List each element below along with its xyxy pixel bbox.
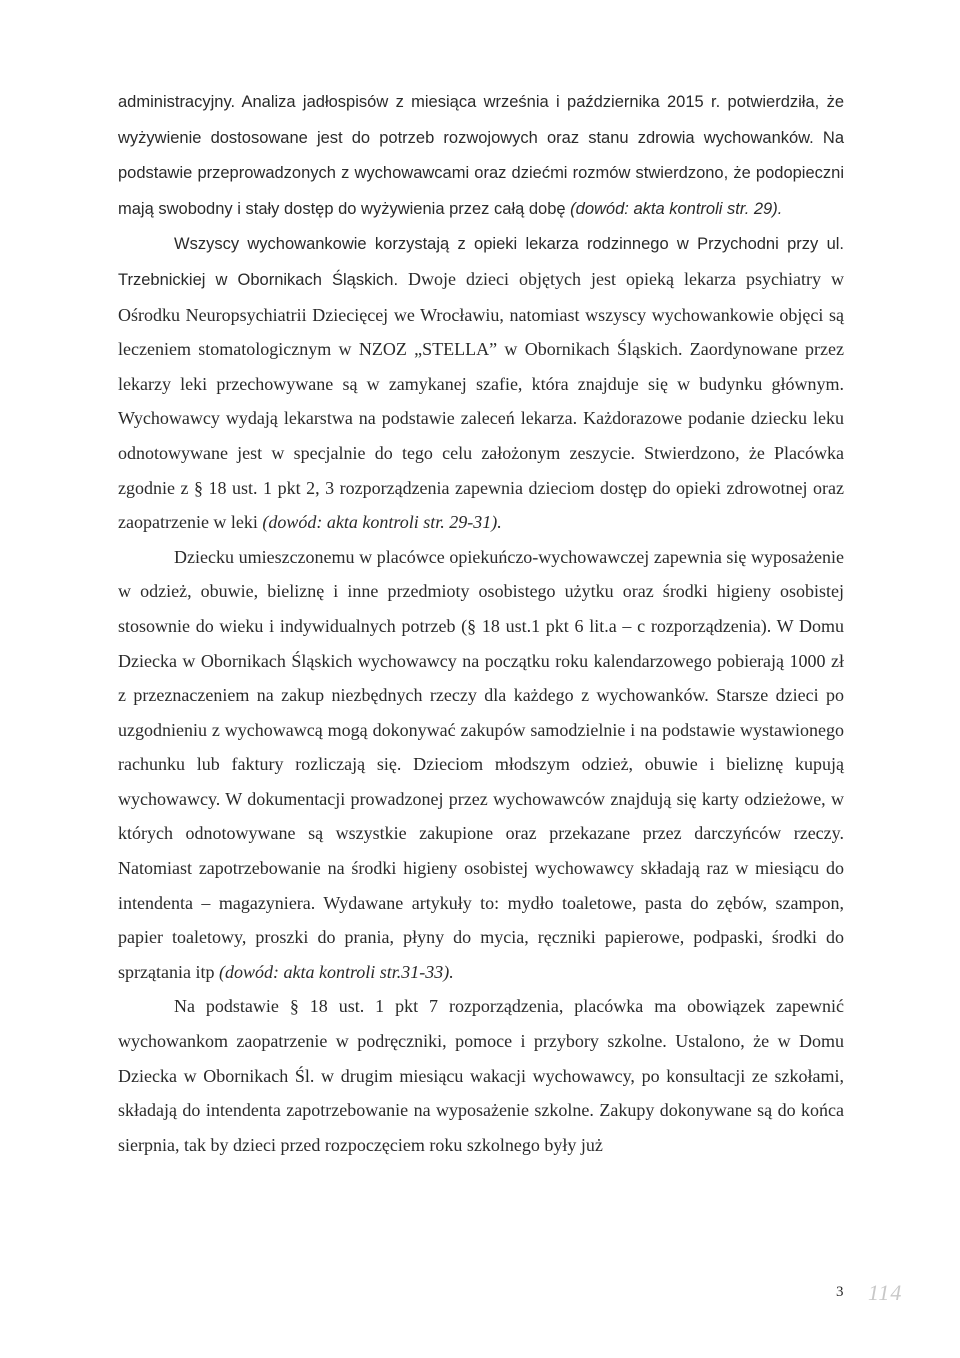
paragraph-school-supplies-text: Na podstawie § 18 ust. 1 pkt 7 rozporządzenia, placówka ma obowiązek zapewnić wychowankom zaopatrzenie w podręczniki, pomoce i przybory szkolne. Ustalono, że w Domu Dziecka w Obornikach Śl. w drugim miesiącu wakacji wychowawcy, po konsultacji ze szkołami, składają do intendenta zapotrzebowanie na wyposażenie szkolne. Zakupy dokonywane są do końca sierpnia, tak by dzieci przed rozpoczęciem roku szkolnego były już <box>118 996 844 1155</box>
citation-31-33: (dowód: akta kontroli str.31-33). <box>218 961 454 982</box>
paragraph-healthcare-text: Dwoje dzieci objętych jest opieką lekarza psychiatry w Ośrodku Neuropsychiatrii Dziecięcej we Wrocławiu, natomiast wszyscy wychowankowie objęci są leczeniem stomatologicznym w NZOZ „STELLA” w Obornikach Śląskich. Zaordynowane przez lekarzy leki przechowywane są w zamykanej szafie, która znajduje się w budynku głównym. Wychowawcy wydają lekarstwa na podstawie zaleceń lekarza. Każdorazowe podanie dziecku leku odnotowywane jest w specjalnie do tego celu założonym zeszycie. Stwierdzono, że Placówka zgodnie z § 18 ust. 1 pkt 2, 3 rozporządzenia zapewnia dzieciom dostęp do opieki zdrowotnej oraz zaopatrzenie w leki <box>118 268 844 533</box>
citation-29-31: (dowód: akta kontroli str. 29-31). <box>262 512 502 533</box>
paragraph-clothing <box>118 540 844 990</box>
page-number: 3 <box>836 1284 844 1300</box>
citation-29: (dowód: akta kontroli str. 29). <box>570 199 783 218</box>
paragraph-healthcare <box>118 226 844 539</box>
paragraph-nutrition-text: administracyjny. Analiza jadłospisów z miesiąca września i października 2015 r. potwierdziła, że wyżywienie dostosowane jest do potrzeb rozwojowych oraz stanu zdrowia wychowanków. Na podstawie przeprowadzonych z wychowawcami oraz dziećmi rozmów stwierdzono, że podopieczni mają swobodny i stały dostęp do wyżywienia przez całą dobę <box>118 93 844 218</box>
handwritten-page-mark: 114 <box>868 1280 903 1305</box>
paragraph-clothing-text: Dziecku umieszczonemu w placówce opiekuńczo-wychowawczej zapewnia się wyposażenie w odzież, obuwie, bieliznę i inne przedmioty osobistego użytku oraz środki higieny osobistej stosownie do wieku i indywidualnych potrzeb (§ 18 ust.1 pkt 6 lit.a – c rozporządzenia). W Domu Dziecka w Obornikach Śląskich wychowawcy na początku roku kalendarzowego pobierają 1000 zł z przeznaczeniem na zakup niezbędnych rzeczy dla każdego z wychowanków. Starsze dzieci po uzgodnieniu z wychowawcą mogą dokonywać zakupów samodzielnie i na podstawie wystawionego rachunku lub faktury rozliczają się. Dzieciom młodszym odzież, obuwie i bieliznę kupują wychowawcy. W dokumentacji prowadzonej przez wychowawców znajdują się karty odzieżowe, w których odnotowywane są wszystkie zakupione oraz przekazane przez darczyńców rzeczy. Natomiast zapotrzebowanie na środki higieny osobistej wychowawcy składają raz w miesiącu do intendenta – magazyniera. Wydawane artykuły to: mydło toaletowe, pasta do zębów, szampon, papier toaletowy, proszki do prania, płyny do mycia, ręczniki papierowe, podpaski, środki do sprzątania itp <box>118 546 844 982</box>
document-body <box>118 84 844 1162</box>
paragraph-nutrition <box>118 84 844 226</box>
paragraph-healthcare-lead: Wszyscy wychowankowie korzystają z opieki lekarza rodzinnego w Przychodni przy ul. Trzebnickiej w Obornikach Śląskich. <box>118 235 844 289</box>
paragraph-school-supplies <box>118 989 844 1162</box>
